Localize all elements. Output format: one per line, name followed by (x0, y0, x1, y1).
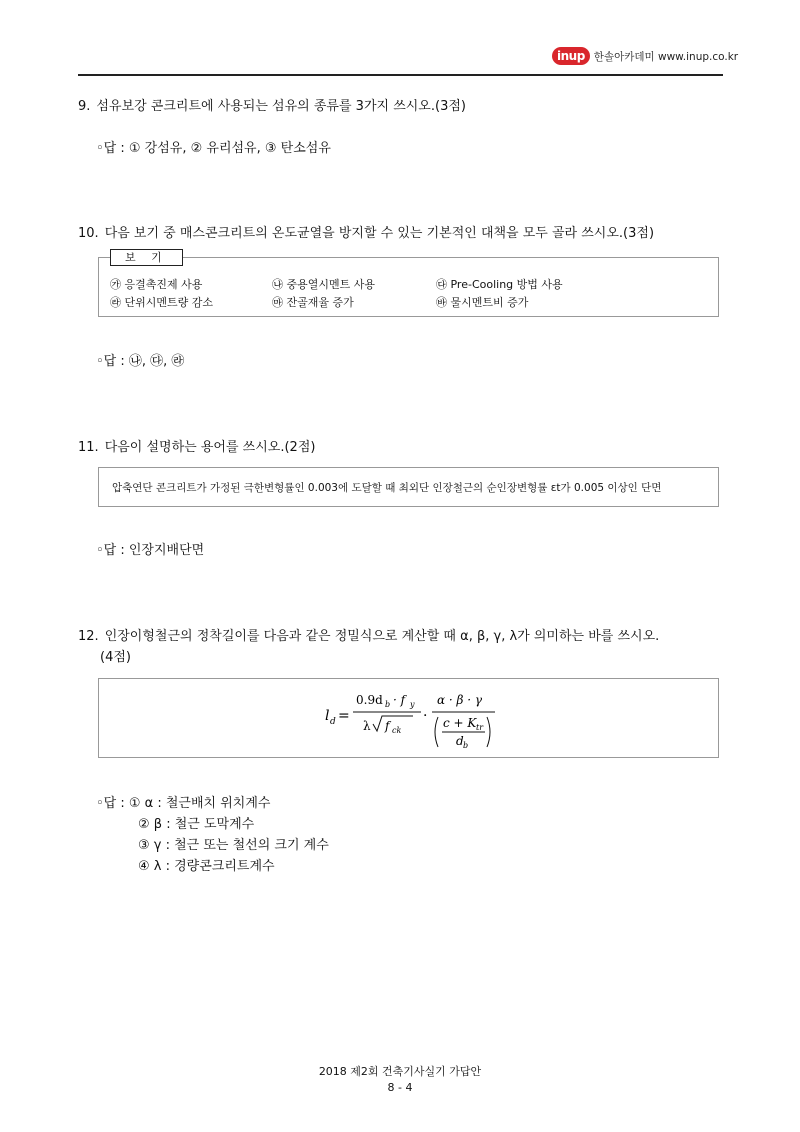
page-number: 8 - 4 (387, 1081, 413, 1094)
question-text: 다음 보기 중 매스콘크리트의 온도균열을 방지할 수 있는 기본적인 대책을 모두 골라 쓰시오.(3점) (104, 226, 655, 241)
question-number: 9. (78, 99, 91, 114)
question-text: 섬유보강 콘크리트에 사용되는 섬유의 종류를 3가지 쓰시오.(3점) (96, 99, 466, 114)
formula-lhs: l (325, 708, 330, 724)
formula-den1-root: f (385, 719, 390, 733)
formula-num1: 0.9d (356, 693, 383, 707)
formula-num1-rest-sub: y (410, 700, 415, 709)
formula-den2-bottom-sub: b (463, 741, 469, 750)
answer-12-item: ② β : 철근 도막계수 (138, 817, 255, 832)
formula-den1-lambda: λ (363, 719, 371, 733)
formula-den2-top-sub: tr (476, 723, 484, 732)
question-text: 인장이형철근의 정착길이를 다음과 같은 정밀식으로 계산할 때 α, β, γ, λ가 의미하는 바를 쓰시오. (104, 629, 660, 644)
formula-dot: · (423, 708, 428, 724)
option-item: ㉱ 단위시멘트량 감소 (110, 296, 214, 309)
option-item: ㉮ 응결촉진제 사용 (110, 278, 203, 291)
option-item: ㉯ 중용열시멘트 사용 (272, 278, 376, 291)
answer-10: ◦답 : ㉯, ㉰, ㉱ (96, 354, 185, 369)
question-12 (78, 625, 659, 644)
formula-equals: = (338, 708, 350, 724)
question-9 (78, 95, 466, 114)
formula-den1-root-sub: ck (392, 726, 402, 735)
formula-den2-top: c + K (443, 716, 477, 730)
question-number: 11. (78, 440, 99, 455)
question-number: 10. (78, 226, 99, 241)
answer-9: ◦답 : ① 강섬유, ② 유리섬유, ③ 탄소섬유 (96, 141, 331, 156)
footer-title: 2018 제2회 건축기사실기 가답안 (318, 1065, 482, 1078)
answer-12-item: ◦답 : ① α : 철근배치 위치계수 (96, 796, 271, 811)
left-paren (435, 717, 438, 747)
option-item: ㉳ 물시멘트비 증가 (436, 296, 529, 309)
answer-11: ◦답 : 인장지배단면 (96, 543, 205, 558)
development-length-formula (99, 679, 718, 757)
definition-box (98, 467, 719, 507)
definition-text: 압축연단 콘크리트가 가정된 극한변형률인 0.003에 도달할 때 최외단 인장철근의 순인장변형률 εt가 0.005 이상인 단면 (112, 482, 662, 494)
option-item: ㉲ 잔골재율 증가 (272, 296, 354, 309)
question-number: 12. (78, 629, 99, 644)
option-item: ㉰ Pre-Cooling 방법 사용 (436, 278, 563, 291)
brand-text: 한솔아카데미 www.inup.co.kr (593, 50, 739, 63)
question-11 (78, 436, 315, 455)
question-10 (78, 222, 654, 241)
header-rule (78, 74, 723, 76)
answer-12-item: ③ γ : 철근 또는 철선의 크기 계수 (138, 838, 329, 853)
formula-num1-sub: b (385, 700, 391, 709)
brand-badge: inup (552, 47, 590, 65)
formula-num1-rest: · f (393, 693, 406, 707)
formula-num2: α · β · γ (437, 693, 483, 707)
formula-den2-bottom: d (456, 734, 464, 748)
formula-lhs-sub: d (330, 717, 336, 727)
question-text: 다음이 설명하는 용어를 쓰시오.(2점) (104, 440, 316, 455)
header-logo (552, 47, 738, 65)
formula-box (98, 678, 719, 758)
right-paren (487, 717, 490, 747)
options-box-title: 보 기 (110, 249, 183, 266)
answer-12-item: ④ λ : 경량콘크리트계수 (138, 859, 275, 874)
question-12-points: (4점) (100, 650, 131, 665)
